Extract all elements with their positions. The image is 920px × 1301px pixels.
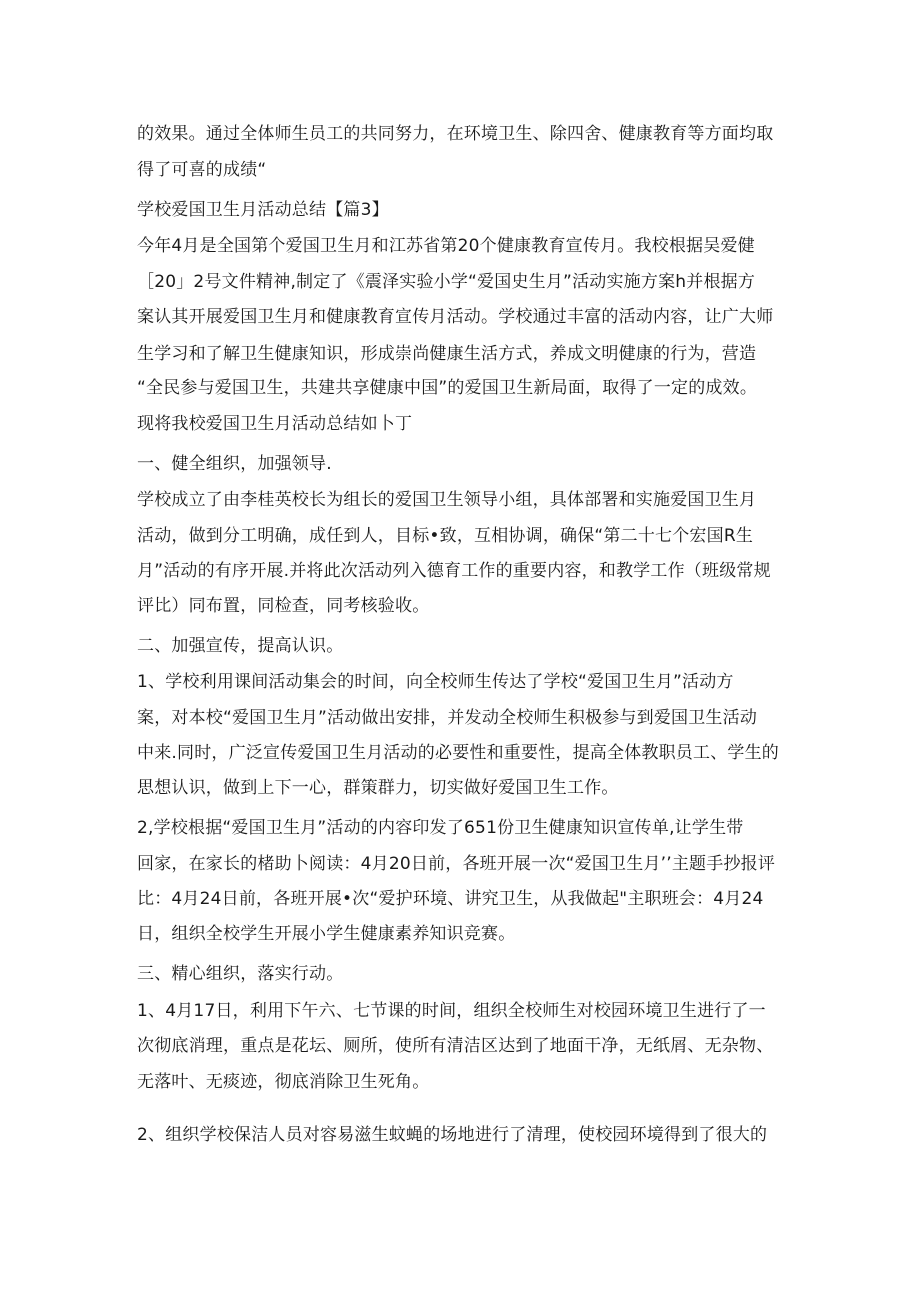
text-line: 回家，在家长的楮助卜阅读：4月20日前，各班开展一次“爱国卫生月’’主题手抄报评 xyxy=(137,854,776,874)
text-line: 日，组织全校学生开展小学生健康素养知识竞赛。 xyxy=(137,924,516,944)
text-line: 得了可喜的成绩“ xyxy=(137,160,267,180)
subheading: 一、健全组织，加强领导. xyxy=(137,454,332,474)
text-line: 中来.同时，广泛宣传爱国卫生月活动的必要性和重要性，提高全体教职员工、学生的 xyxy=(137,743,780,763)
text-line: 今年4月是全国第个爱国卫生月和江苏省第20个健康教育宣传月。我校根据吴爱健 xyxy=(137,236,755,256)
text-line: 案认其开展爱国卫生月和健康教育宣传月活动。学校通过丰富的活动内容，让广大师 xyxy=(137,307,774,327)
text-line: 次彻底消理，重点是花坛、厕所，使所有清洁区达到了地面干净，无纸屑、无杂物、 xyxy=(137,1036,774,1056)
text-line: 无落叶、无痰迹，彻底消除卫生死角。 xyxy=(137,1072,430,1092)
text-line: 生学习和了解卫生健康知识，形成崇尚健康生活方式，养成文明健康的行为，营造 xyxy=(137,344,757,364)
text-line: 1、学校利用课间活动集会的时间，向全校师生传达了学校“爱国卫生月”活动方 xyxy=(137,672,734,692)
text-line: 学校成立了由李桂英校长为组长的爱国卫生领导小组，具体部署和实施爱国卫生月 xyxy=(137,490,757,510)
text-line: 2、组织学校保洁人员对容易滋生蚊蝇的场地进行了清理，使校园环境得到了很大的 xyxy=(137,1125,768,1145)
text-line: 月”活动的有序开展.并将此次活动列入德育工作的重要内容，和教学工作（班级常规 xyxy=(137,561,771,581)
text-line: 活动，做到分工明确，成任到人，目标•致，互相协调，确保“第二十七个宏国R生 xyxy=(137,526,754,546)
text-line: 2,学校根据“爱国卫生月”活动的内容印发了651份卫生健康知识宣传单,让学生带 xyxy=(137,818,744,838)
text-line: 现将我校爱国卫生月活动总结如卜丁 xyxy=(137,414,413,434)
text-line: “全民参与爱国卫生，共建共享健康中国”的爱国卫生新局面，取得了一定的成效。 xyxy=(137,378,758,398)
subheading: 三、精心组织，落实行动。 xyxy=(137,964,344,984)
text-line: 比：4月24日前，各班开展•次“爱护环境、讲究卫生，从我做起"主职班会：4月24 xyxy=(137,889,764,909)
subheading: 二、加强宣传，提高认识。 xyxy=(137,636,344,656)
text-line: 1、4月17日，利用下午六、七节课的时间，组织全校师生对校园环境卫生进行了一 xyxy=(137,1001,766,1021)
text-line: 思想认识，做到上下一心，群策群力，切实做好爱国卫生工作。 xyxy=(137,778,619,798)
text-line: ［20」2号文件精神,制定了《震泽实验小学“爱国史生月”活动实施方案h并根据方 xyxy=(137,272,756,292)
section-heading: 学校爱国卫生月活动总结【篇3】 xyxy=(137,200,389,220)
text-line: 的效果。通过全体师生员工的共同努力，在环境卫生、除四舍、健康教育等方面均取 xyxy=(137,124,774,144)
text-line: 案，对本校“爱国卫生月”活动做出安排，并发动全校师生积极参与到爱国卫生活动 xyxy=(137,708,758,728)
text-line: 评比）同布置，同检查，同考核验收。 xyxy=(137,596,430,616)
